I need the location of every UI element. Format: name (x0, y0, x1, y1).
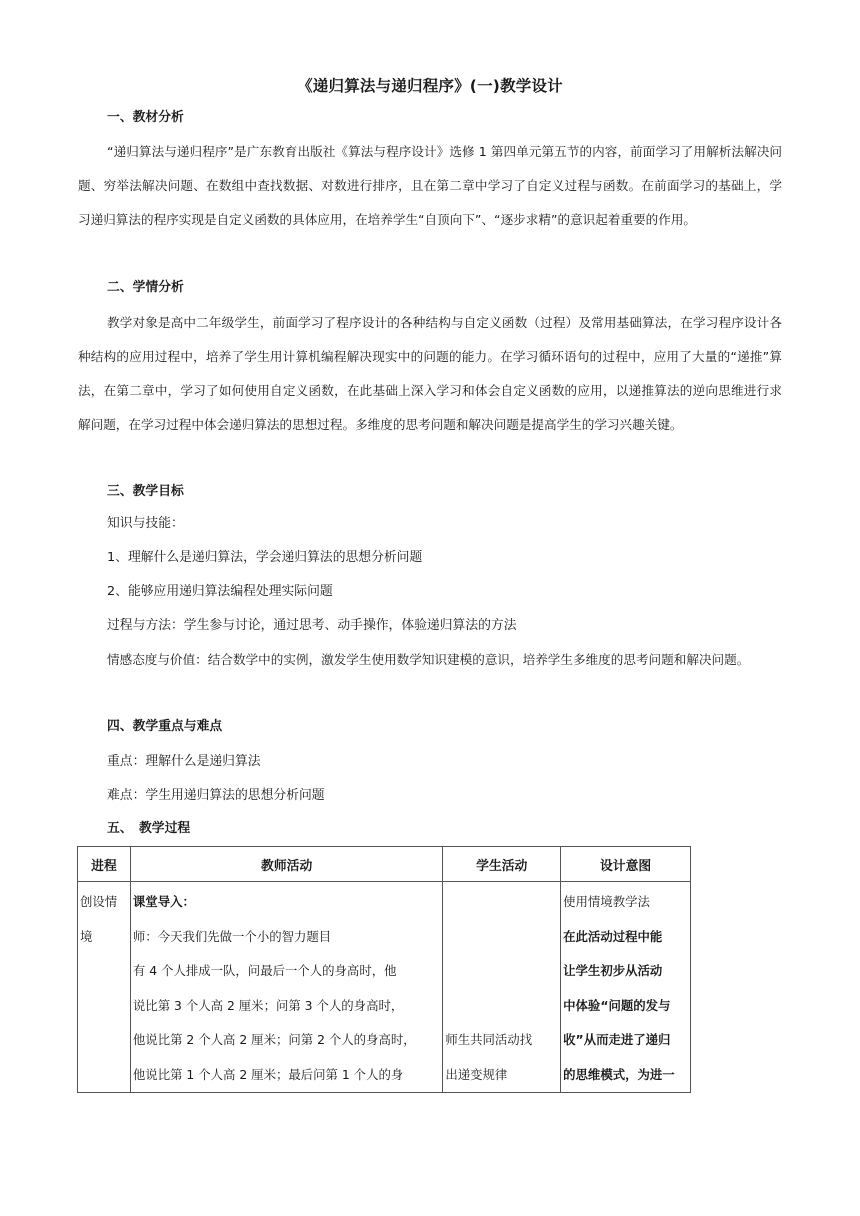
teacher-activity-line: 他说比第 1 个人高 2 厘米；最后问第 1 个人的身 (132, 1066, 404, 1082)
design-intent-line: 收”从而走进了递归 (563, 1032, 671, 1047)
student-activity-line: 出递变规律 (445, 1066, 508, 1082)
paragraph-text: “递归算法与递归程序”是广东教育出版社《算法与程序设计》选修 1 第四单元第五节的内容，前面学习了用解析法解决问题、穷举法解决问题、在数组中查找数据、对数进行排序，且在第二章中学习了自定义过程与函数。在前面学习的基础上，学习递归算法的程序实现是自定义函数的具体应用，在培养学生“自顶向下”、“逐步求精”的意识起着重要的作用。 (78, 144, 782, 227)
teacher-activity-line: 师：今天我们先做一个小的智力题目 (132, 928, 332, 944)
header-teacher-activity: 教师活动 (130, 847, 442, 882)
design-intent-line: 使用情境教学法 (563, 894, 650, 909)
paragraph-text: 教学对象是高中二年级学生，前面学习了程序设计的各种结构与自定义函数（过程）及常用基础算法，在学习程序设计各种结构的应用过程中，培养了学生用计算机编程解决现实中的问题的能力。在学习循环语句的过程中，应用了大量的“递推”算法，在第二章中，学习了如何使用自定义函数，在此基础上深入学习和体会自定义函数的应用，以递推算法的逆向思维进行求解问题，在学习过程中体会递归算法的思想过程。多维度的思考问题和解决问题是提高学生的学习兴趣关键。 (78, 315, 782, 432)
knowledge-skills-label: 知识与技能： (107, 516, 184, 531)
teacher-activity-line: 他说比第 2 个人高 2 厘米；问第 2 个人的身高时， (132, 1032, 416, 1047)
teaching-process-table (77, 846, 691, 1093)
teacher-activity-cell (130, 882, 442, 1093)
header-stage: 进程 (78, 847, 131, 882)
goal-item-1: 1、理解什么是递归算法，学会递归算法的思想分析问题 (107, 550, 423, 565)
key-point-line: 重点：理解什么是递归算法 (107, 754, 261, 769)
emotion-value-paragraph (78, 643, 782, 677)
header-design-intent: 设计意图 (561, 847, 691, 882)
student-analysis-paragraph (78, 306, 782, 442)
process-method-line: 过程与方法：学生参与讨论，通过思考、动手操作，体验递归算法的方法 (107, 618, 517, 633)
textbook-analysis-paragraph (78, 135, 782, 237)
stage-cell (78, 882, 131, 1093)
design-intent-line: 中体验“问题的发与 (563, 997, 671, 1013)
design-intent-cell (561, 882, 691, 1093)
design-intent-line: 让学生初步从活动 (563, 963, 663, 978)
student-activity-cell (443, 882, 561, 1093)
teacher-activity-line: 说比第 3 个人高 2 厘米；问第 3 个人的身高时， (132, 997, 404, 1013)
table-header-row (78, 847, 691, 882)
stage-line: 创设情 (80, 894, 118, 909)
difficult-point-line: 难点：学生用递归算法的思想分析问题 (107, 788, 325, 803)
stage-line: 境 (80, 928, 93, 944)
document-title: 《递归算法与递归程序》(一)教学设计 (297, 77, 563, 95)
section-heading-teaching-goals: 三、教学目标 (107, 484, 184, 499)
teacher-activity-line: 有 4 个人排成一队，问最后一个人的身高时，他 (132, 963, 397, 978)
section-heading-teaching-process: 五、 教学过程 (107, 821, 191, 836)
student-activity-line: 师生共同活动找 (445, 1032, 533, 1047)
section-heading-student-analysis: 二、学情分析 (107, 280, 184, 295)
table-row (78, 882, 691, 1093)
header-student-activity: 学生活动 (443, 847, 561, 882)
paragraph-text: 情感态度与价值：结合数学中的实例，激发学生使用数学知识建模的意识，培养学生多维度的思考问题和解决问题。 (107, 652, 750, 667)
design-intent-line: 在此活动过程中能 (563, 928, 663, 944)
teacher-activity-title: 课堂导入： (132, 894, 195, 909)
section-heading-key-difficult-points: 四、教学重点与难点 (107, 719, 223, 734)
section-heading-textbook-analysis: 一、教材分析 (107, 110, 184, 125)
goal-item-2: 2、能够应用递归算法编程处理实际问题 (107, 584, 333, 599)
design-intent-line: 的思维模式，为进一 (563, 1066, 675, 1082)
